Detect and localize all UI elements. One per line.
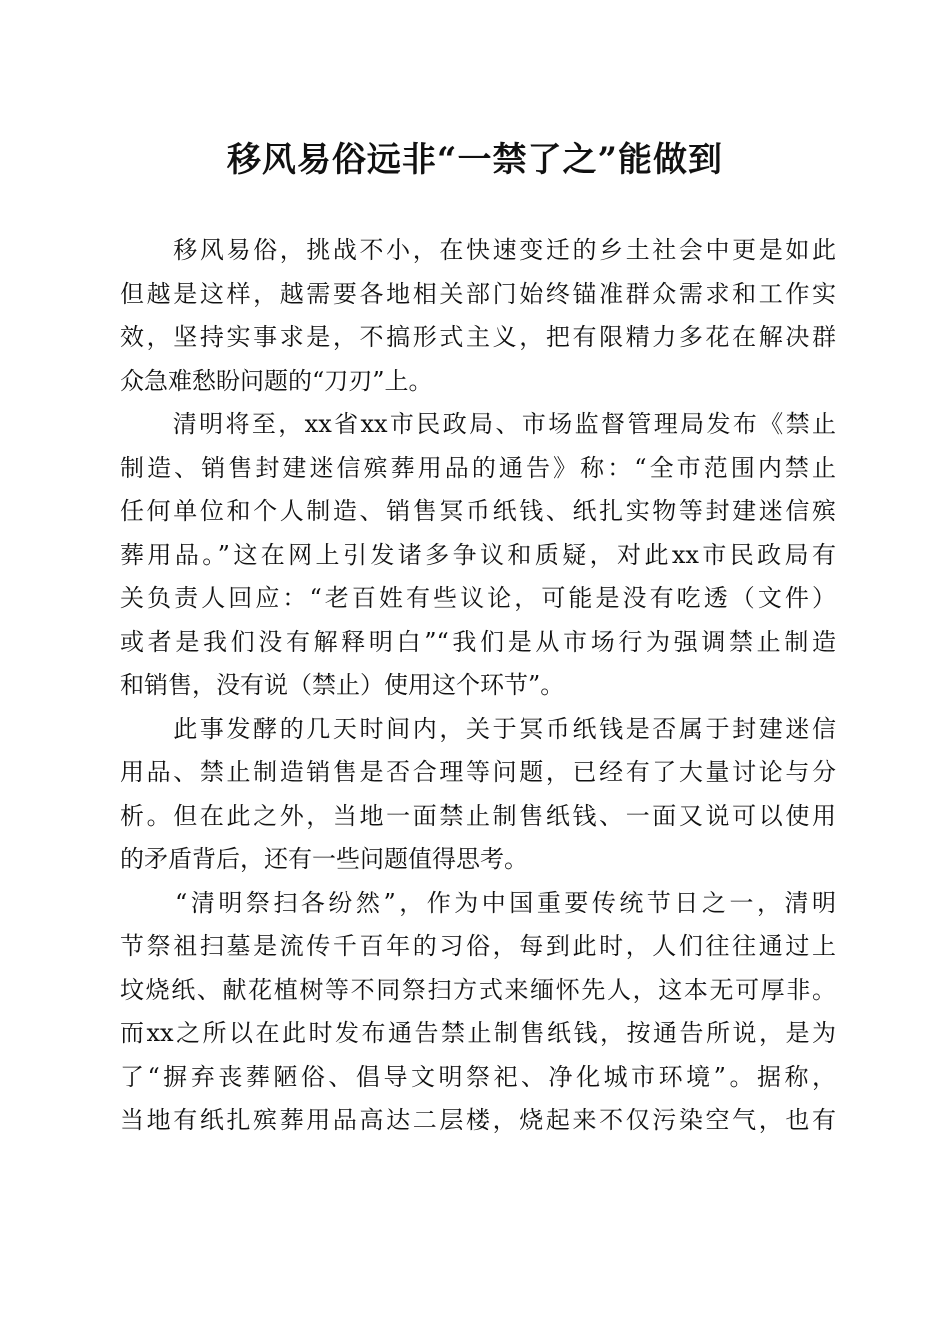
paragraph-line: 和销售，没有说（禁止）使用这个环节”。 (120, 671, 565, 699)
paragraph-line: 而xx之所以在此时发布通告禁止制售纸钱，按通告所说，是为 (120, 1019, 836, 1047)
paragraph-line: “清明祭扫各纷然”，作为中国重要传统节日之一，清明 (120, 888, 836, 917)
paragraph-line: 制造、销售封建迷信殡葬用品的通告》称：“全市范围内禁止 (120, 453, 836, 482)
paragraph-line: 葬用品。”这在网上引发诸多争议和质疑，对此xx市民政局有 (120, 540, 836, 569)
paragraph-line: 用品、禁止制造销售是否合理等问题，已经有了大量讨论与分 (120, 758, 836, 786)
paragraph-line: 但越是这样，越需要各地相关部门始终锚准群众需求和工作实 (120, 279, 836, 308)
paragraph-line: 坟烧纸、献花植树等不同祭扫方式来缅怀先人，这本无可厚非。 (120, 975, 836, 1004)
paragraph-line: 的矛盾背后，还有一些问题值得思考。 (120, 845, 528, 873)
paragraph-line: 当地有纸扎殡葬用品高达二层楼，烧起来不仅污染空气，也有 (120, 1106, 836, 1134)
paragraph-line: 任何单位和个人制造、销售冥币纸钱、纸扎实物等封建迷信殡 (120, 497, 836, 525)
paragraph-line: 众急难愁盼问题的“刀刃”上。 (120, 366, 433, 395)
paragraph-line: 析。但在此之外，当地一面禁止制售纸钱、一面又说可以使用 (120, 801, 836, 830)
document-title: 移风易俗远非“一禁了之”能做到 (226, 140, 724, 180)
paragraph-line: 清明将至，xx省xx市民政局、市场监督管理局发布《禁止 (120, 410, 836, 438)
paragraph-line: 节祭祖扫墓是流传千百年的习俗，每到此时，人们往往通过上 (120, 932, 836, 960)
paragraph-line: 或者是我们没有解释明白”“我们是从市场行为强调禁止制造 (120, 627, 836, 656)
paragraph-line: 了“摒弃丧葬陋俗、倡导文明祭祀、净化城市环境”。据称， (120, 1062, 836, 1091)
paragraph-line: 效，坚持实事求是，不搞形式主义，把有限精力多花在解决群 (120, 323, 836, 351)
paragraph-line: 关负责人回应：“老百姓有些议论，可能是没有吃透（文件） (120, 584, 836, 612)
paragraph-line: 此事发酵的几天时间内，关于冥币纸钱是否属于封建迷信 (120, 714, 836, 743)
paragraph-line: 移风易俗，挑战不小，在快速变迁的乡土社会中更是如此 (120, 236, 836, 264)
